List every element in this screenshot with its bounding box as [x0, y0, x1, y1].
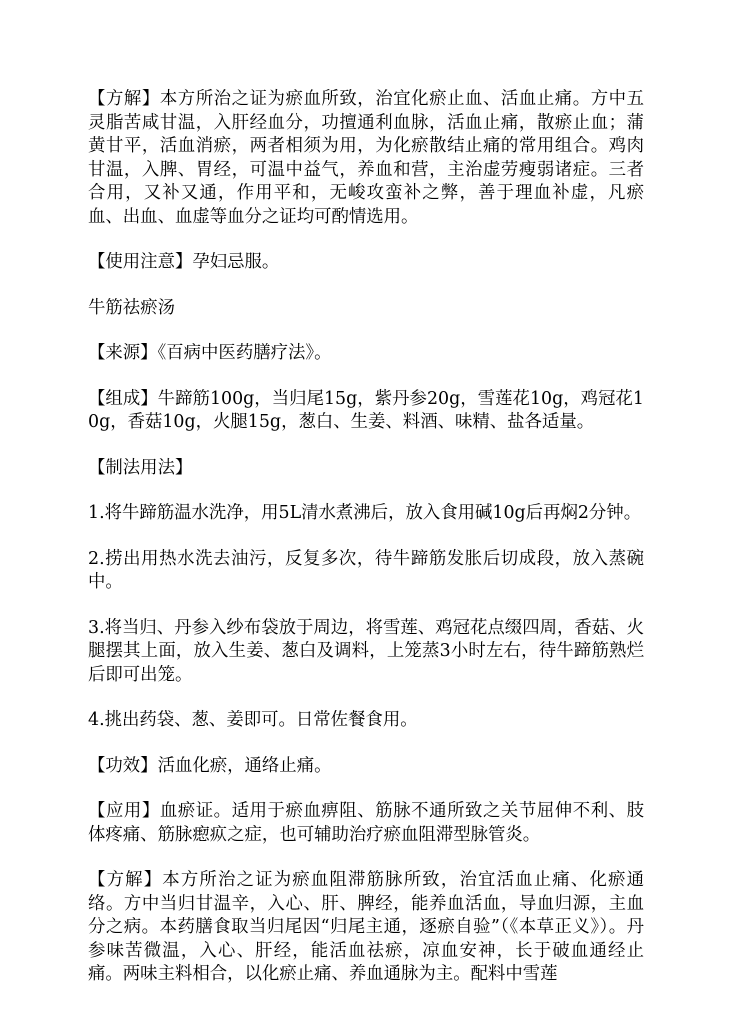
method-step-2: 2.捞出用热水洗去油污，反复多次，待牛蹄筋发胀后切成段，放入蒸碗中。	[88, 548, 644, 592]
paragraph-usage-caution: 【使用注意】孕妇忌服。	[88, 252, 280, 272]
paragraph-source: 【来源】《百病中医药膳疗法》。	[88, 343, 332, 363]
paragraph-ingredients: 【组成】牛蹄筋100g，当归尾15g，紫丹参20g，雪莲花10g，鸡冠花10g，香菇10g，火腿15g，葱白、生姜、料酒、味精、盐各适量。	[88, 388, 644, 432]
paragraph-efficacy: 【功效】活血化瘀，通络止痛。	[88, 755, 332, 776]
paragraph-fangjie-1: 【方解】本方所治之证为瘀血所致，治宜化瘀止血、活血止痛。方中五灵脂苦咸甘温，入肝经血分，功擅通利血脉，活血止痛，散瘀止血；蒲黄甘平，活血消瘀，两者相须为用，为化瘀散结止痛的常用组合。鸡肉甘温，入脾、胃经，可温中益气，养血和营，主治虚劳瘦弱诸症。三者合用，又补又通，作用平和，无峻攻蛮补之弊，善于理血补虚，凡瘀血、出血、血虚等血分之证均可酌情选用。	[88, 89, 644, 227]
method-step-4: 4.挑出药袋、葱、姜即可。日常佐餐食用。	[88, 710, 418, 730]
document-page	[88, 88, 644, 1009]
section-heading-method: 【制法用法】	[88, 457, 193, 478]
method-step-1: 1.将牛蹄筋温水洗净，用5L清水煮沸后，放入食用碱10g后再焖2分钟。	[88, 503, 642, 523]
paragraph-application: 【应用】血瘀证。适用于瘀血痹阻、筋脉不通所致之关节屈伸不利、肢体疼痛、筋脉瘛疭之症，也可辅助治疗瘀血阻滞型脉管炎。	[88, 801, 644, 845]
paragraph-fangjie-2: 【方解】本方所治之证为瘀血阻滞筋脉所致，治宜活血止痛、化瘀通络。方中当归甘温辛，入心、肝、脾经，能养血活血，导血归源，主血分之病。本药膳食取当归尾因“归尾主通，逐瘀自验”（《本草正义》）。丹参味苦微温，入心、肝经，能活血祛瘀，凉血安神，长于破血通经止痛。两味主料相合，以化瘀止痛、养血通脉为主。配料中雪莲	[88, 870, 644, 984]
recipe-title: 牛筋祛瘀汤	[88, 297, 175, 318]
method-step-3: 3.将当归、丹参入纱布袋放于周边，将雪莲、鸡冠花点缀四周，香菇、火腿摆其上面，放入生姜、葱白及调料，上笼蒸3小时左右，待牛蹄筋熟烂后即可出笼。	[88, 617, 644, 685]
